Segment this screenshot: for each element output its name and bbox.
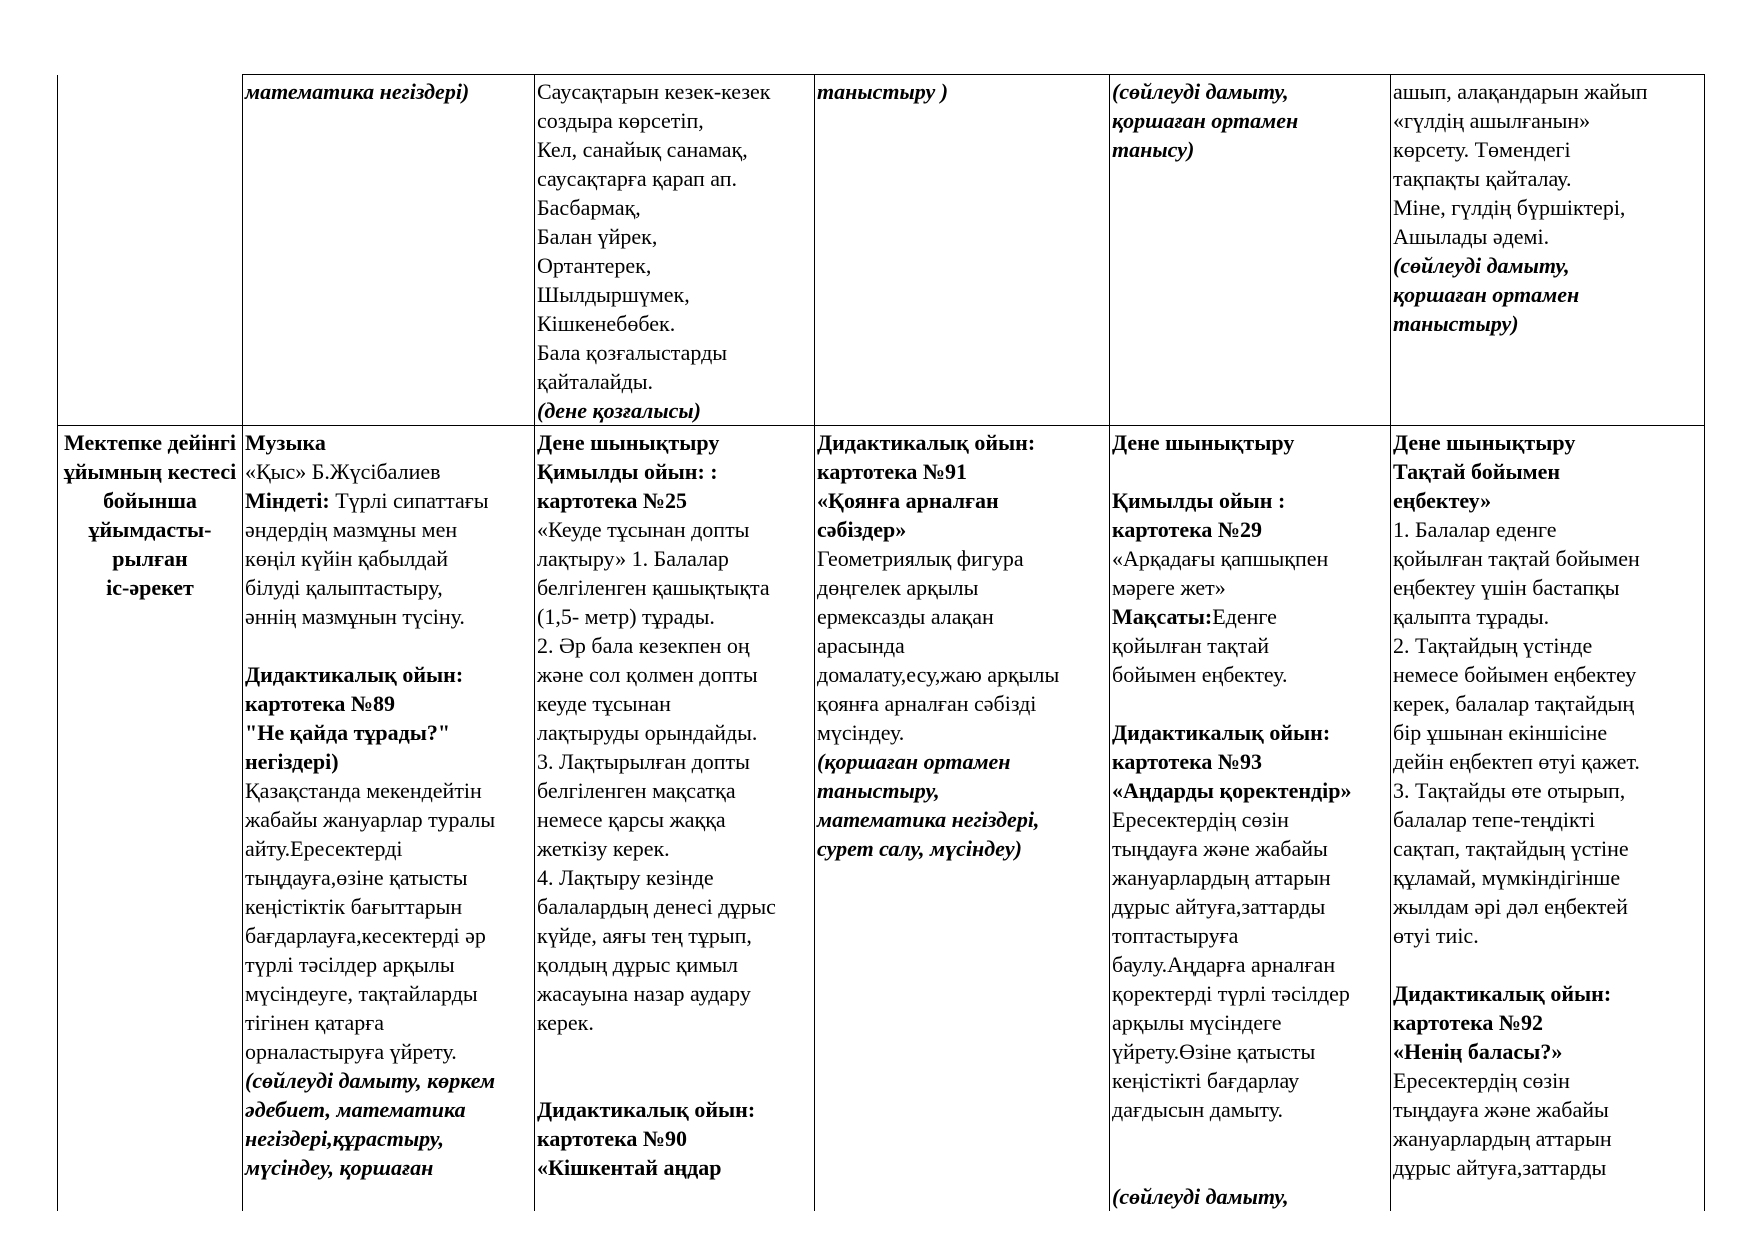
- cell-line: лақтыруды орындайды.: [537, 720, 758, 745]
- activity-title: Дене шынықтыру: [1112, 430, 1295, 455]
- cell-line: мүсіндеуге, тақтайларды: [245, 981, 478, 1006]
- spacer: [1393, 950, 1702, 979]
- game-heading: Дидактикалық ойын:: [537, 1097, 756, 1122]
- cell-line: немесе қарсы жаққа: [537, 807, 726, 832]
- cell-line: орналастыруға үйрету.: [245, 1039, 457, 1064]
- goal-line: [1112, 602, 1388, 631]
- cell-line: ашып, алақандарын жайып: [1393, 79, 1648, 104]
- cell-line: Геометриялық фигура: [817, 546, 1024, 571]
- cell-tag: негіздері,құрастыру,: [245, 1126, 444, 1151]
- cell-line: кеңістіктік бағыттарын: [245, 894, 463, 919]
- cell-line: әндердің мазмұны мен: [245, 517, 458, 542]
- row1-monday-cell: [243, 75, 535, 426]
- cell-line: еңбектеу үшін бастапқы: [1393, 575, 1620, 600]
- row-label-line: бойынша: [103, 488, 197, 513]
- cell-line: қолдың дұрыс қимыл: [537, 952, 739, 977]
- cell-line: түрлі тәсілдер арқылы: [245, 952, 455, 977]
- cell-line: жануарлардың аттарын: [1112, 865, 1331, 890]
- cell-line: лақтыру» 1. Балалар: [537, 546, 729, 571]
- cell-line: қойылған тақтай: [1112, 633, 1270, 658]
- cell-line: дұрыс айтуға,заттарды: [1112, 894, 1326, 919]
- spacer: [1112, 689, 1388, 718]
- cell-line: Шылдыршүмек,: [537, 282, 690, 307]
- row2-monday-cell: [243, 426, 535, 1212]
- activity-heading: Дене шынықтыру: [1393, 430, 1576, 455]
- cell-line: жабайы жануарлар туралы: [245, 807, 496, 832]
- cell-line: дұрыс айтуға,заттарды: [1393, 1155, 1607, 1180]
- spacer: [245, 631, 532, 660]
- cell-tag: сурет салу, мүсіндеу): [817, 836, 1022, 861]
- cell-line: Ересектердің сөзін: [1112, 807, 1289, 832]
- song-name: «Қыс» Б.Жүсібалиев: [245, 459, 441, 484]
- cell-line: жылдам әрі дәл еңбектей: [1393, 894, 1628, 919]
- activity-heading: картотека №25: [537, 488, 688, 513]
- row2-thursday-cell: [1110, 426, 1391, 1212]
- cell-line: Кішкенебөбек.: [537, 311, 676, 336]
- cell-line: әннің мазмұнын түсіну.: [245, 604, 465, 629]
- cell-line: Міне, гүлдің бүршіктері,: [1393, 195, 1626, 220]
- row2-friday-cell: [1391, 426, 1705, 1212]
- cell-tag: (сөйлеуді дамыту,: [1393, 253, 1570, 278]
- cell-line: тыңдауға және жабайы: [1393, 1097, 1609, 1122]
- cell-line: кеуде тұсынан: [537, 691, 671, 716]
- cell-tag: мүсіндеу, қоршаған: [245, 1155, 434, 1180]
- cell-line: дөңгелек арқылы: [817, 575, 979, 600]
- cell-line: тақпақты қайталау.: [1393, 166, 1572, 191]
- cell-line: тыңдауға және жабайы: [1112, 836, 1328, 861]
- cell-line: арасында: [817, 633, 905, 658]
- cell-line: Балан үйрек,: [537, 224, 658, 249]
- cell-tag: таныстыру): [1393, 311, 1519, 336]
- cell-tag: математика негіздері,: [817, 807, 1040, 832]
- row-label-line: ұйымның кестесі: [63, 459, 237, 484]
- game-heading: картотека №90: [537, 1126, 688, 1151]
- row1-tuesday-cell: [535, 75, 815, 426]
- cell-line: күйде, аяғы тең тұрып,: [537, 923, 752, 948]
- cell-line: белгіленген қашықтықта: [537, 575, 770, 600]
- game-heading: Қимылды ойын :: [1112, 488, 1286, 513]
- cell-line: дейін еңбектеп өтуі қажет.: [1393, 749, 1640, 774]
- cell-line: кеңістікті бағдарлау: [1112, 1068, 1300, 1093]
- row-label-line: рылған: [112, 546, 188, 571]
- cell-line: балалар тепе-теңдікті: [1393, 807, 1596, 832]
- game-heading: негіздері): [245, 749, 339, 774]
- cell-line: сақтап, тақтайдың үстіне: [1393, 836, 1629, 861]
- cell-line: Қазақстанда мекендейтін: [245, 778, 482, 803]
- cell-tag: (қоршаған ортамен: [817, 749, 1011, 774]
- cell-tag: әдебиет, математика: [245, 1097, 466, 1122]
- row-label-line: іс-әрекет: [106, 575, 194, 600]
- cell-line: қайталайды.: [537, 369, 654, 394]
- cell-line: танысу): [1112, 137, 1195, 162]
- cell-line: балалардың денесі дұрыс: [537, 894, 776, 919]
- game-heading: картотека №93: [1112, 749, 1263, 774]
- table-row: [58, 426, 1705, 1212]
- cell-line: бағдарлауға,кесектерді әр: [245, 923, 486, 948]
- cell-line: білуді қалыптастыру,: [245, 575, 443, 600]
- cell-line: ермексазды алақан: [817, 604, 994, 629]
- goal-text: Еденге: [1212, 604, 1277, 629]
- row-label-line: Мектепке дейінгі: [63, 430, 236, 455]
- cell-line: «гүлдің ашылғанын»: [1393, 108, 1591, 133]
- cell-line: көңіл күйін қабылдай: [245, 546, 449, 571]
- row1-label-cell: [58, 75, 243, 426]
- cell-line: 3. Лақтырылған допты: [537, 749, 750, 774]
- game-heading: «Аңдарды қоректендір»: [1112, 778, 1352, 803]
- activity-title: Музыка: [245, 430, 326, 455]
- cell-line: тігінен қатарға: [245, 1010, 384, 1035]
- cell-line: көрсету. Төмендегі: [1393, 137, 1571, 162]
- game-heading: картотека №29: [1112, 517, 1263, 542]
- cell-line: «Арқадағы қапшықпен: [1112, 546, 1329, 571]
- activity-heading: еңбектеу»: [1393, 488, 1492, 513]
- cell-line: арқылы мүсіндеге: [1112, 1010, 1282, 1035]
- cell-line: 4. Лақтыру кезінде: [537, 865, 714, 890]
- game-heading: Дидактикалық ойын:: [817, 430, 1036, 455]
- cell-line: қоректерді түрлі тәсілдер: [1112, 981, 1350, 1006]
- cell-line: (1,5- метр) тұрады.: [537, 604, 715, 629]
- spacer: [1112, 457, 1388, 486]
- table-row: [58, 75, 1705, 426]
- cell-tag: (дене қозғалысы): [537, 398, 701, 423]
- activity-heading: Дене шынықтыру: [537, 430, 720, 455]
- cell-line: топтастыруға: [1112, 923, 1239, 948]
- cell-tag: (сөйлеуді дамыту, көркем: [245, 1068, 496, 1093]
- game-heading: картотека №89: [245, 691, 396, 716]
- game-heading: Дидактикалық ойын:: [245, 662, 464, 687]
- game-heading: «Қоянға арналған: [817, 488, 999, 513]
- game-heading: «Кішкентай аңдар: [537, 1155, 722, 1180]
- row1-thursday-cell: [1110, 75, 1391, 426]
- cell-line: үйрету.Өзіне қатысты: [1112, 1039, 1316, 1064]
- activity-heading: Қимылды ойын: :: [537, 459, 718, 484]
- task-text: Түрлі сипаттағы: [329, 488, 489, 513]
- cell-line: «Кеуде тұсынан допты: [537, 517, 750, 542]
- cell-tag: қоршаған ортамен: [1393, 282, 1580, 307]
- cell-line: саусақтарға қарап ап.: [537, 166, 738, 191]
- cell-line: белгіленген мақсатқа: [537, 778, 736, 803]
- cell-line: жеткізу керек.: [537, 836, 670, 861]
- activity-heading: Тақтай бойымен: [1393, 459, 1561, 484]
- cell-line: немесе бойымен еңбектеу: [1393, 662, 1637, 687]
- cell-line: 1. Балалар еденге: [1393, 517, 1557, 542]
- task-line: [245, 486, 532, 515]
- spacer: [1112, 1124, 1388, 1182]
- cell-line: Ортантерек,: [537, 253, 652, 278]
- cell-line: Бала қозғалыстарды: [537, 340, 728, 365]
- row-label-line: ұйымдасты-: [88, 517, 212, 542]
- goal-label: Мақсаты:: [1112, 604, 1213, 629]
- cell-line: Ашылады әдемі.: [1393, 224, 1550, 249]
- cell-line: Кел, санайық санамақ,: [537, 137, 748, 162]
- cell-line: домалату,есу,жаю арқылы: [817, 662, 1060, 687]
- cell-line: математика негіздері): [245, 79, 470, 104]
- cell-line: дағдысын дамыту.: [1112, 1097, 1284, 1122]
- row1-friday-cell: [1391, 75, 1705, 426]
- cell-line: (сөйлеуді дамыту,: [1112, 79, 1289, 104]
- game-heading: Дидактикалық ойын:: [1393, 981, 1612, 1006]
- cell-line: жасауына назар аудару: [537, 981, 751, 1006]
- cell-line: тыңдауға,өзіне қатысты: [245, 865, 468, 890]
- cell-line: 3. Тақтайды өте отырып,: [1393, 778, 1626, 803]
- cell-line: бойымен еңбектеу.: [1112, 662, 1288, 687]
- row2-label-cell: [58, 426, 243, 1212]
- cell-line: құламай, мүмкіндігінше: [1393, 865, 1621, 890]
- cell-line: 2. Тақтайдың үстінде: [1393, 633, 1593, 658]
- game-heading: «Ненің баласы?»: [1393, 1039, 1563, 1064]
- game-heading: сәбіздер»: [817, 517, 907, 542]
- game-heading: картотека №91: [817, 459, 968, 484]
- spacer: [537, 1037, 812, 1095]
- game-heading: картотека №92: [1393, 1010, 1544, 1035]
- cell-line: қойылған тақтай бойымен: [1393, 546, 1640, 571]
- cell-line: мәреге жет»: [1112, 575, 1226, 600]
- cell-line: Басбармақ,: [537, 195, 641, 220]
- cell-line: айту.Ересектерді: [245, 836, 403, 861]
- cell-line: және сол қолмен допты: [537, 662, 758, 687]
- row1-wednesday-cell: [815, 75, 1110, 426]
- cell-line: таныстыру ): [817, 79, 949, 104]
- cell-line: өтуі тиіс.: [1393, 923, 1479, 948]
- cell-line: керек, балалар тақтайдың: [1393, 691, 1635, 716]
- game-heading: "Не қайда тұрады?": [245, 720, 451, 745]
- cell-line: создыра көрсетіп,: [537, 108, 704, 133]
- cell-line: қоршаған ортамен: [1112, 108, 1299, 133]
- cell-line: 2. Әр бала кезекпен оң: [537, 633, 750, 658]
- cell-line: бір ұшынан екіншісіне: [1393, 720, 1608, 745]
- schedule-table: [57, 74, 1705, 1211]
- cell-line: қалыпта тұрады.: [1393, 604, 1550, 629]
- cell-line: керек.: [537, 1010, 594, 1035]
- row2-tuesday-cell: [535, 426, 815, 1212]
- cell-line: Саусақтарын кезек-кезек: [537, 79, 771, 104]
- task-label: Міндеті:: [245, 488, 330, 513]
- cell-tag: таныстыру,: [817, 778, 940, 803]
- game-heading: Дидактикалық ойын:: [1112, 720, 1331, 745]
- row2-wednesday-cell: [815, 426, 1110, 1212]
- cell-line: баулу.Аңдарға арналған: [1112, 952, 1336, 977]
- cell-line: қоянға арналған сәбізді: [817, 691, 1037, 716]
- cell-line: жануарлардың аттарын: [1393, 1126, 1612, 1151]
- cell-line: мүсіндеу.: [817, 720, 905, 745]
- cell-line: Ересектердің сөзін: [1393, 1068, 1570, 1093]
- cell-tag: (сөйлеуді дамыту,: [1112, 1184, 1289, 1209]
